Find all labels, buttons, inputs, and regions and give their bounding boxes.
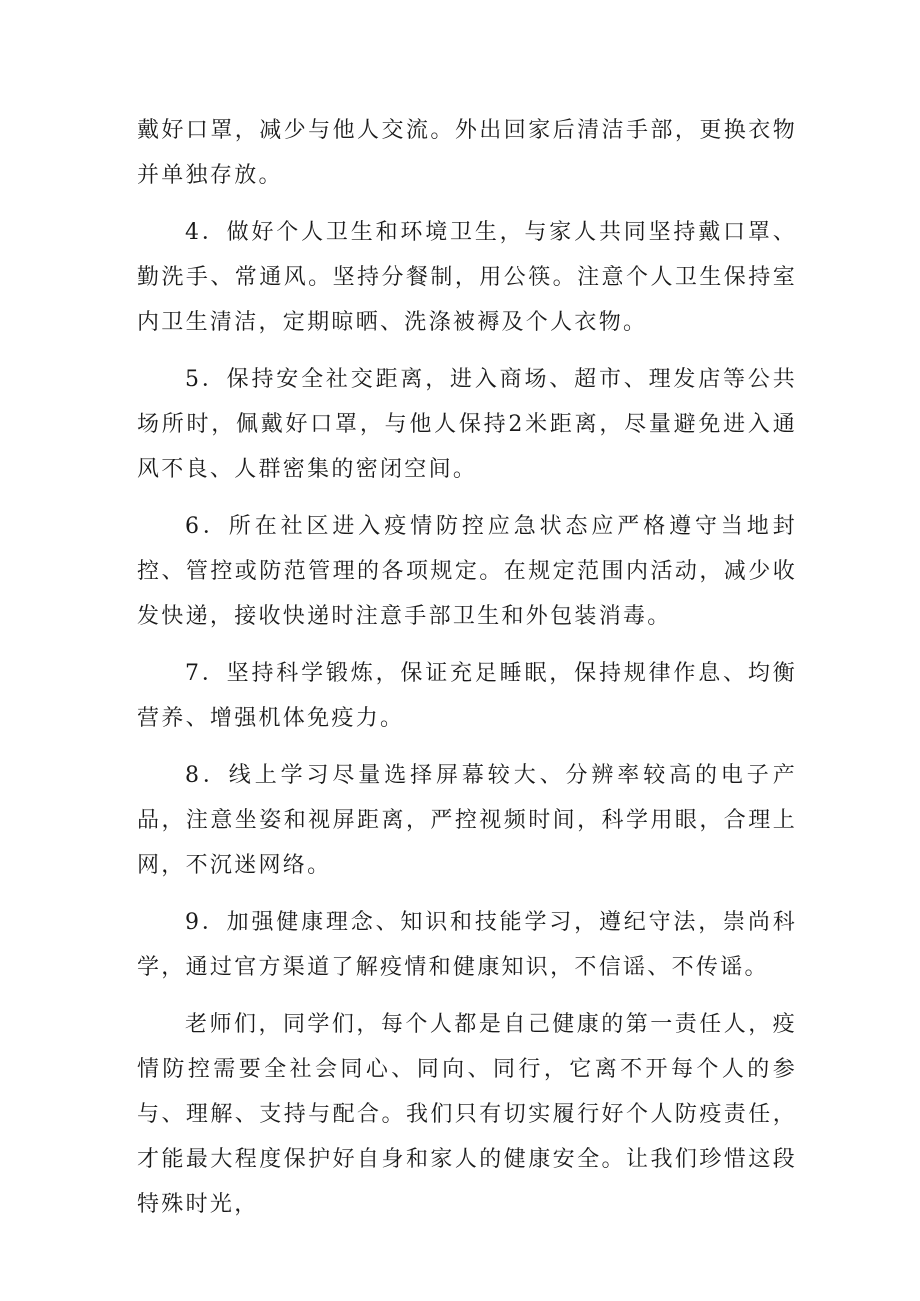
paragraph-item-8-online-learning: 8．线上学习尽量选择屏幕较大、分辨率较高的电子产品，注意坐姿和视屏距离，严控视频时间，科学用眼，合理上网，不沉迷网络。: [137, 763, 797, 878]
paragraph-item-6-community-rules: 6．所在社区进入疫情防控应急状态应严格遵守当地封控、管控或防范管理的各项规定。在规定范围内活动，减少收发快递，接收快递时注意手部卫生和外包装消毒。: [137, 514, 797, 629]
paragraph-item-5-social-distance: 5．保持安全社交距离，进入商场、超市、理发店等公共场所时，佩戴好口罩，与他人保持2米距离，尽量避免进入通风不良、人群密集的密闭空间。: [137, 367, 797, 482]
paragraph-mask-continuation: 戴好口罩，减少与他人交流。外出回家后清洁手部，更换衣物并单独存放。: [137, 118, 797, 188]
paragraph-item-4-hygiene: 4．做好个人卫生和环境卫生，与家人共同坚持戴口罩、勤洗手、常通风。坚持分餐制，用公筷。注意个人卫生保持室内卫生清洁，定期晾晒、洗涤被褥及个人衣物。: [137, 220, 797, 335]
document-body: [137, 108, 797, 1239]
paragraph-item-7-exercise: 7．坚持科学锻炼，保证充足睡眠，保持规律作息、均衡营养、增强机体免疫力。: [137, 661, 797, 731]
paragraph-closing-address: 老师们，同学们，每个人都是自己健康的第一责任人，疫情防控需要全社会同心、同向、同行，它离不开每个人的参与、理解、支持与配合。我们只有切实履行好个人防疫责任，才能最大程度保护好自身和家人的健康安全。让我们珍惜这段特殊时光，: [137, 1012, 797, 1217]
paragraph-item-9-health-knowledge: 9．加强健康理念、知识和技能学习，遵纪守法，崇尚科学，通过官方渠道了解疫情和健康知识，不信谣、不传谣。: [137, 910, 797, 980]
